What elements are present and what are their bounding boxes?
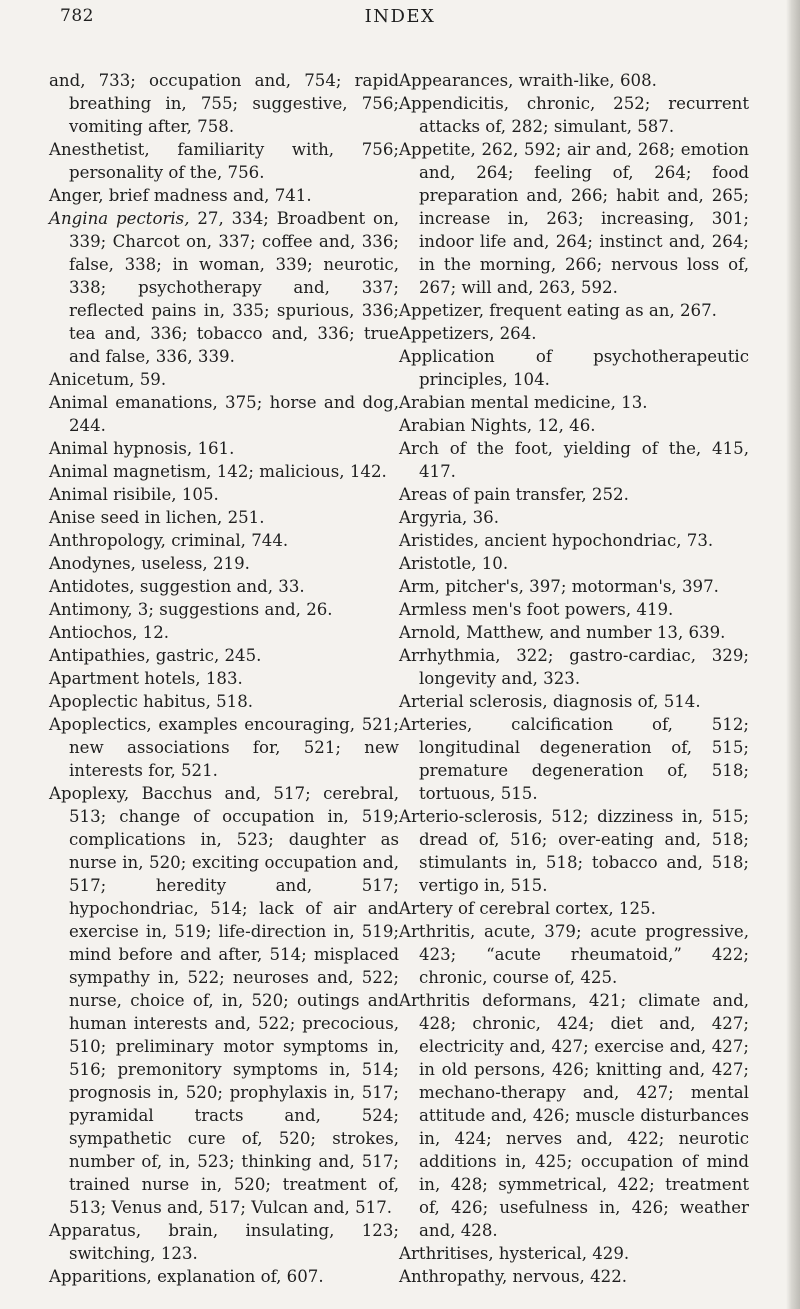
- entry-heading: Arrhythmia,: [399, 646, 501, 665]
- index-entry: [399, 575, 749, 598]
- index-entry: [49, 391, 399, 437]
- entry-references: 518.: [210, 692, 254, 711]
- entry-references: 3; suggestions and, 26.: [132, 600, 333, 619]
- entry-references: brain, insulating, 123; switching, 123.: [69, 1221, 399, 1263]
- entry-heading: Arabian Nights,: [399, 416, 533, 435]
- entry-references: hysterical, 429.: [493, 1244, 630, 1263]
- entry-references: 13.: [615, 393, 648, 412]
- entry-references: Bacchus and, 517; cerebral, 513; change of occupation in, 519; complications in, 523; daughter as nurse in, 520; exciting occupation and, 517; heredity and, 517; hypochondriac, 514; lack of air and exercise in, 519; life-direction in, 519; mind before and after, 514; misplaced sympathy in, 522; neuroses and, 522; nurse, choice of, in, 520; outings and human interests and, 522; precocious, 510; preliminary motor symptoms in, 516; premonitory symptoms in, 514; prognosis in, 520; prophylaxis in, 517; pyramidal tracts and, 524; sympathetic cure of, 520; strokes, number of, in, 523; thinking and, 517; trained nurse in, 520; treatment of, 513; Venus and, 517; Vulcan and, 517.: [69, 784, 399, 1217]
- index-entry: [399, 299, 749, 322]
- entry-references: 262, 592; air and, 268; emotion and, 264; feeling of, 264; food preparation and, 266; habit and, 265; increase in, 263; increasing, 301; indoor life and, 264; instinct and, 264; in the morning, 266; nervous loss of, 267; will and, 263, 592.: [419, 140, 749, 297]
- entry-heading: Apoplexy,: [49, 784, 130, 803]
- page-number: 782: [60, 6, 94, 26]
- entry-heading: Arterio-sclerosis,: [399, 807, 543, 826]
- entry-heading: Anesthetist,: [49, 140, 150, 159]
- entry-references: 105.: [176, 485, 219, 504]
- index-entry: [49, 460, 399, 483]
- entry-references: 421; climate and, 428; chronic, 424; diet and, 427; electricity and, 427; exercise and, 427; in old persons, 426; knitting and, 427; mechano-therapy and, 427; mental attitude and, 426; muscle disturbances in, 424; nerves and, 422; neurotic additions in, 425; occupation of mind in, 428; symmetrical, 422; treatment of, 426; usefulness in, 426; weather and, 428.: [419, 991, 750, 1240]
- entry-references: yielding of the, 415, 417.: [419, 439, 749, 481]
- entry-references: 36.: [467, 508, 499, 527]
- entry-references: criminal, 744.: [165, 531, 289, 550]
- entry-heading: Argyria,: [399, 508, 468, 527]
- entry-heading: Arthritis deformans,: [399, 991, 577, 1010]
- entry-references: 142; malicious, 142.: [211, 462, 387, 481]
- entry-heading: Areas of pain transfer,: [399, 485, 587, 504]
- entry-references: nervous, 422.: [507, 1267, 628, 1286]
- entry-heading: Anise seed in lichen,: [49, 508, 223, 527]
- entry-references: suggestion and, 33.: [134, 577, 305, 596]
- index-entry: [399, 989, 749, 1242]
- entry-references: gastric, 245.: [150, 646, 262, 665]
- entry-references: 12, 46.: [532, 416, 596, 435]
- entry-references: pitcher's, 397; motorman's, 397.: [439, 577, 719, 596]
- entry-heading: Apparatus,: [49, 1221, 142, 1240]
- entry-references: frequent eating as an, 267.: [483, 301, 717, 320]
- index-entry: [49, 690, 399, 713]
- entry-heading: Animal risibile,: [49, 485, 177, 504]
- entry-references: and, 733; occupation and, 754; rapid breathing in, 755; suggestive, 756; vomiting after, 758.: [49, 71, 399, 136]
- index-entry: [49, 368, 399, 391]
- entry-heading: Appetizers,: [399, 324, 495, 343]
- entry-heading: Application: [399, 347, 495, 366]
- index-entry: [49, 782, 399, 1219]
- entry-references: 10.: [476, 554, 509, 573]
- entry-heading: Anger,: [49, 186, 104, 205]
- entry-heading: Apartment hotels,: [49, 669, 201, 688]
- index-entry: [49, 184, 399, 207]
- index-entry: [399, 805, 749, 897]
- index-entry: [49, 529, 399, 552]
- entry-references: calcification of, 512; longitudinal degeneration of, 515; premature degeneration of, 518; tortuous, 515.: [419, 715, 749, 803]
- entry-heading: Anthropathy,: [399, 1267, 508, 1286]
- index-entry: [49, 506, 399, 529]
- entry-heading: Arnold, Matthew,: [399, 623, 545, 642]
- index-entry: [49, 667, 399, 690]
- index-entry: [399, 713, 749, 805]
- entry-heading: Animal magnetism,: [49, 462, 212, 481]
- entry-heading: Armless men's foot powers,: [399, 600, 632, 619]
- index-entry: [399, 897, 749, 920]
- entry-references: 27, 334; Broadbent on, 339; Charcot on, 337; coffee and, 336; false, 338; in woman, 339; neurotic, 338; psychotherapy and, 337; reflected pains in, 335; spurious, 336; tea and, 336; tobacco and, 336; true and false, 336, 339.: [69, 209, 399, 366]
- entry-references: examples encouraging, 521; new associations for, 521; new interests for, 521.: [69, 715, 399, 780]
- index-entry: [399, 920, 749, 989]
- entry-heading: Animal emanations,: [49, 393, 218, 412]
- index-entry: [399, 391, 749, 414]
- entry-heading: Antimony,: [49, 600, 133, 619]
- index-entry: [399, 598, 749, 621]
- index-entry: [399, 529, 749, 552]
- index-entry: [399, 690, 749, 713]
- entry-references: ancient hypochondriac, 73.: [478, 531, 714, 550]
- entry-references: 322; gastro-cardiac, 329; longevity and, 323.: [419, 646, 749, 688]
- index-entry: [399, 414, 749, 437]
- index-entry: [49, 437, 399, 460]
- index-entry: [399, 644, 749, 690]
- entry-heading: Antiochos,: [49, 623, 138, 642]
- entry-references: 161.: [192, 439, 235, 458]
- index-entry: [399, 92, 749, 138]
- running-head: INDEX: [364, 6, 436, 27]
- entry-references: 12.: [137, 623, 170, 642]
- entry-heading: Apparitions,: [49, 1267, 152, 1286]
- entry-heading: Appearances,: [399, 71, 514, 90]
- entry-references: diagnosis of, 514.: [547, 692, 701, 711]
- entry-heading: Arterial sclerosis,: [399, 692, 548, 711]
- entry-references: 512; dizziness in, 515; dread of, 516; over-eating and, 518; stimulants in, 518; tobacco and, 518; vertigo in, 515.: [419, 807, 749, 895]
- index-entry: [49, 575, 399, 598]
- index-entry: [49, 138, 399, 184]
- entry-heading: Apoplectic habitus,: [49, 692, 211, 711]
- entry-references: brief madness and, 741.: [103, 186, 312, 205]
- index-column-left: [49, 69, 399, 1288]
- entry-references: 251.: [222, 508, 265, 527]
- index-entry: [49, 207, 399, 368]
- entry-heading: Antidotes,: [49, 577, 135, 596]
- entry-references: 264.: [494, 324, 537, 343]
- index-entry: [49, 1265, 399, 1288]
- index-entry: [399, 483, 749, 506]
- entry-heading: Antipathies,: [49, 646, 151, 665]
- entry-references: familiarity with, 756; personality of the, 756.: [69, 140, 399, 182]
- entry-heading: Arthritis,: [399, 922, 476, 941]
- index-entry: [49, 598, 399, 621]
- index-entry: [49, 644, 399, 667]
- index-entry: [399, 69, 749, 92]
- entry-references: acute, 379; acute progressive, 423; “acute rheumatoid,” 422; chronic, course of, 425.: [419, 922, 749, 987]
- entry-references: explanation of, 607.: [151, 1267, 324, 1286]
- index-entry: [49, 713, 399, 782]
- entry-references: chronic, 252; recurrent attacks of, 282; simulant, 587.: [419, 94, 749, 136]
- index-entry: [399, 621, 749, 644]
- entry-heading: Appendicitis,: [399, 94, 510, 113]
- entry-references: 419.: [631, 600, 674, 619]
- index-column-right: [399, 69, 749, 1288]
- entry-heading: Anodynes,: [49, 554, 136, 573]
- entry-heading: Appetizer,: [399, 301, 484, 320]
- entry-references: 59.: [134, 370, 167, 389]
- index-entry: [399, 345, 749, 391]
- entry-heading: Anicetum,: [49, 370, 135, 389]
- entry-heading: Arteries,: [399, 715, 473, 734]
- entry-references: 252.: [586, 485, 629, 504]
- page-edge-shadow: [786, 0, 800, 1309]
- index-entry: [49, 621, 399, 644]
- index-entry: [399, 437, 749, 483]
- entry-heading: Arabian mental medicine,: [399, 393, 616, 412]
- index-entry: [49, 483, 399, 506]
- entry-references: and number 13, 639.: [544, 623, 726, 642]
- index-entry: [399, 506, 749, 529]
- entry-heading: Animal hypnosis,: [49, 439, 193, 458]
- index-entry: [49, 552, 399, 575]
- entry-heading: Anthropology,: [49, 531, 166, 550]
- index-entry: [399, 1265, 749, 1288]
- entry-references: 375; horse and dog, 244.: [69, 393, 399, 435]
- entry-heading: Angina pectoris,: [49, 209, 190, 228]
- entry-references: wraith-like, 608.: [513, 71, 657, 90]
- entry-heading: Arch of the foot,: [399, 439, 553, 458]
- index-entry: [399, 552, 749, 575]
- entry-references: 183.: [200, 669, 243, 688]
- entry-references: of psychotherapeutic principles, 104.: [419, 347, 749, 389]
- entry-heading: Appetite,: [399, 140, 476, 159]
- index-entry: [399, 1242, 749, 1265]
- index-entry: [399, 322, 749, 345]
- index-entry: [49, 1219, 399, 1265]
- entry-heading: Aristides,: [399, 531, 479, 550]
- index-entry: [399, 138, 749, 299]
- entry-heading: Arthritises,: [399, 1244, 494, 1263]
- entry-heading: Apoplectics,: [49, 715, 152, 734]
- entry-references: useless, 219.: [135, 554, 250, 573]
- entry-heading: Aristotle,: [399, 554, 477, 573]
- entry-heading: Artery of cerebral cortex,: [399, 899, 614, 918]
- index-entry: [49, 69, 399, 138]
- entry-references: 125.: [613, 899, 656, 918]
- entry-heading: Arm,: [399, 577, 440, 596]
